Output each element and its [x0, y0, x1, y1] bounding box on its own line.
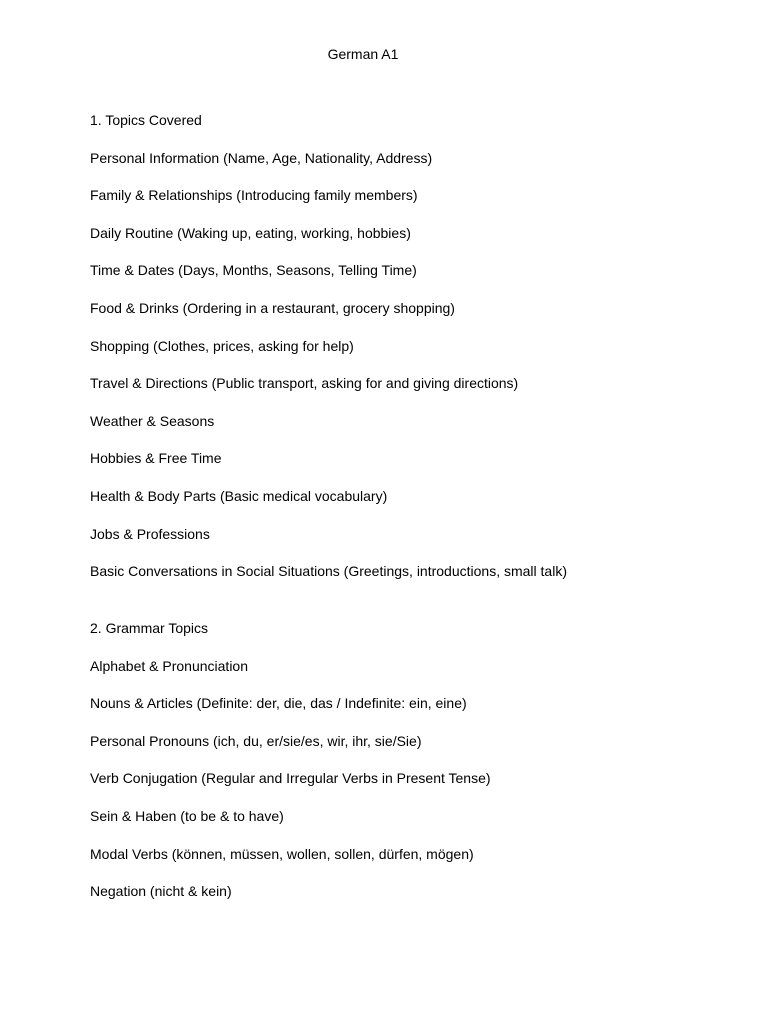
- list-item: Personal Pronouns (ich, du, er/sie/es, wir, ihr, sie/Sie): [90, 732, 422, 749]
- section-heading: 1. Topics Covered: [90, 112, 202, 128]
- section-topics-covered: [90, 111, 730, 600]
- list-item: Health & Body Parts (Basic medical vocabulary): [90, 487, 388, 504]
- list-item: Modal Verbs (können, müssen, wollen, sollen, dürfen, mögen): [90, 845, 474, 862]
- list-item: Alphabet & Pronunciation: [90, 657, 248, 674]
- list-item: Time & Dates (Days, Months, Seasons, Telling Time): [90, 262, 417, 279]
- list-item: Food & Drinks (Ordering in a restaurant, grocery shopping): [90, 299, 455, 316]
- list-item: Nouns & Articles (Definite: der, die, das / Indefinite: ein, eine): [90, 695, 467, 712]
- list-item: Hobbies & Free Time: [90, 450, 222, 467]
- list-item: Shopping (Clothes, prices, asking for help): [90, 337, 354, 354]
- list-item: Jobs & Professions: [90, 525, 210, 542]
- list-item: Travel & Directions (Public transport, asking for and giving directions): [90, 375, 519, 392]
- section-grammar-topics: [90, 619, 730, 920]
- grammar-list: [90, 657, 730, 920]
- list-item: Negation (nicht & kein): [90, 883, 232, 900]
- list-item: Sein & Haben (to be & to have): [90, 807, 284, 824]
- list-item: Basic Conversations in Social Situations (Greetings, introductions, small talk): [90, 563, 567, 580]
- list-item: Family & Relationships (Introducing family members): [90, 187, 418, 204]
- list-item: Verb Conjugation (Regular and Irregular Verbs in Present Tense): [90, 770, 491, 787]
- section-heading: 2. Grammar Topics: [90, 620, 208, 636]
- document-title: German A1: [327, 46, 399, 62]
- topics-list: [90, 149, 730, 600]
- list-item: Weather & Seasons: [90, 412, 215, 429]
- list-item: Personal Information (Name, Age, Nationality, Address): [90, 149, 433, 166]
- list-item: Daily Routine (Waking up, eating, working, hobbies): [90, 224, 411, 241]
